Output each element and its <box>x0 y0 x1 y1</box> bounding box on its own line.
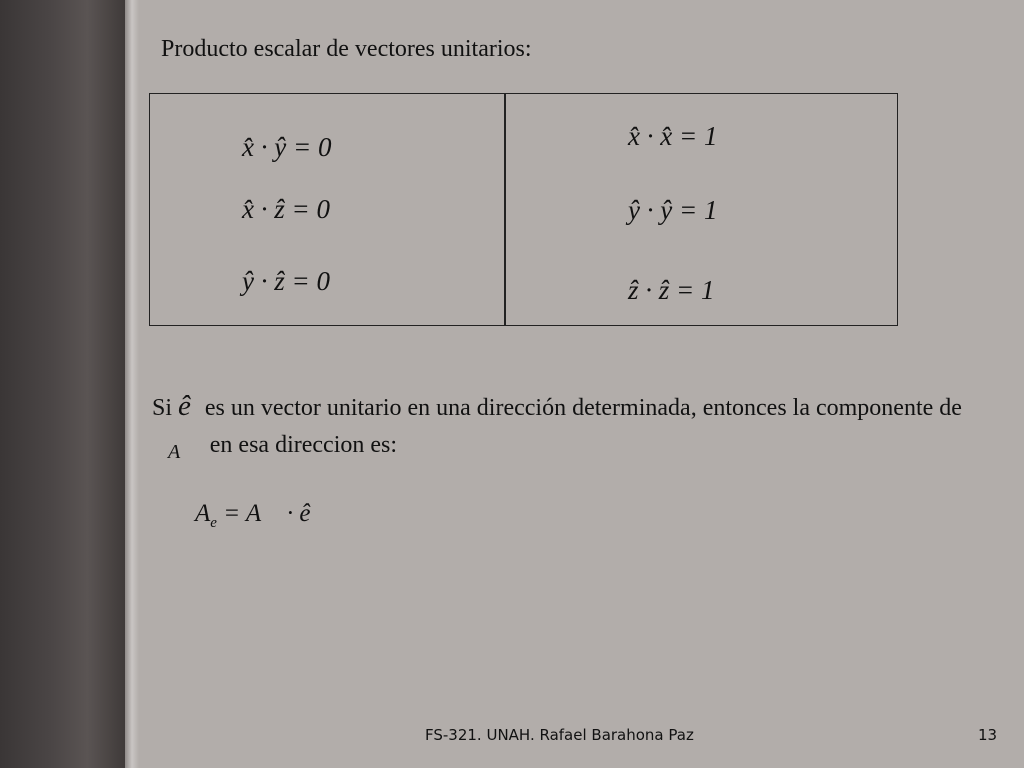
slide-footer: FS-321. UNAH. Rafael Barahona Paz <box>425 726 694 744</box>
equation-yy: ŷ · ŷ = 1 <box>628 195 718 225</box>
equation-yz: ŷ · ẑ = 0 <box>242 266 330 296</box>
side-decoration-bar <box>0 0 125 768</box>
a-vector-symbol: A⃗ <box>168 441 196 463</box>
e-hat-symbol: ê <box>178 390 191 422</box>
formula-lhs: A <box>195 500 211 527</box>
equation-xz: x̂ · ẑ = 0 <box>242 194 330 224</box>
formula-rhs: = A⃗ · ê <box>223 500 311 527</box>
side-decoration-edge <box>125 0 139 768</box>
projection-formula <box>195 500 310 532</box>
paragraph-text-2: en esa direccion es: <box>209 432 398 458</box>
slide-title: Producto escalar de vectores unitarios: <box>161 36 532 62</box>
unit-vector-paragraph <box>152 388 972 471</box>
paragraph-text-1: es un vector unitario en una dirección determinada, entonces la componente de <box>204 395 962 421</box>
equation-zz: ẑ · ẑ = 1 <box>628 275 715 305</box>
formula-lhs-subscript: e <box>210 515 217 531</box>
unit-vector-table <box>149 93 898 326</box>
table-divider <box>504 94 506 325</box>
paragraph-si: Si <box>152 395 173 421</box>
equation-xy: x̂ · ŷ = 0 <box>242 132 332 162</box>
page-number: 13 <box>978 726 998 744</box>
equation-xx: x̂ · x̂ = 1 <box>628 121 718 151</box>
